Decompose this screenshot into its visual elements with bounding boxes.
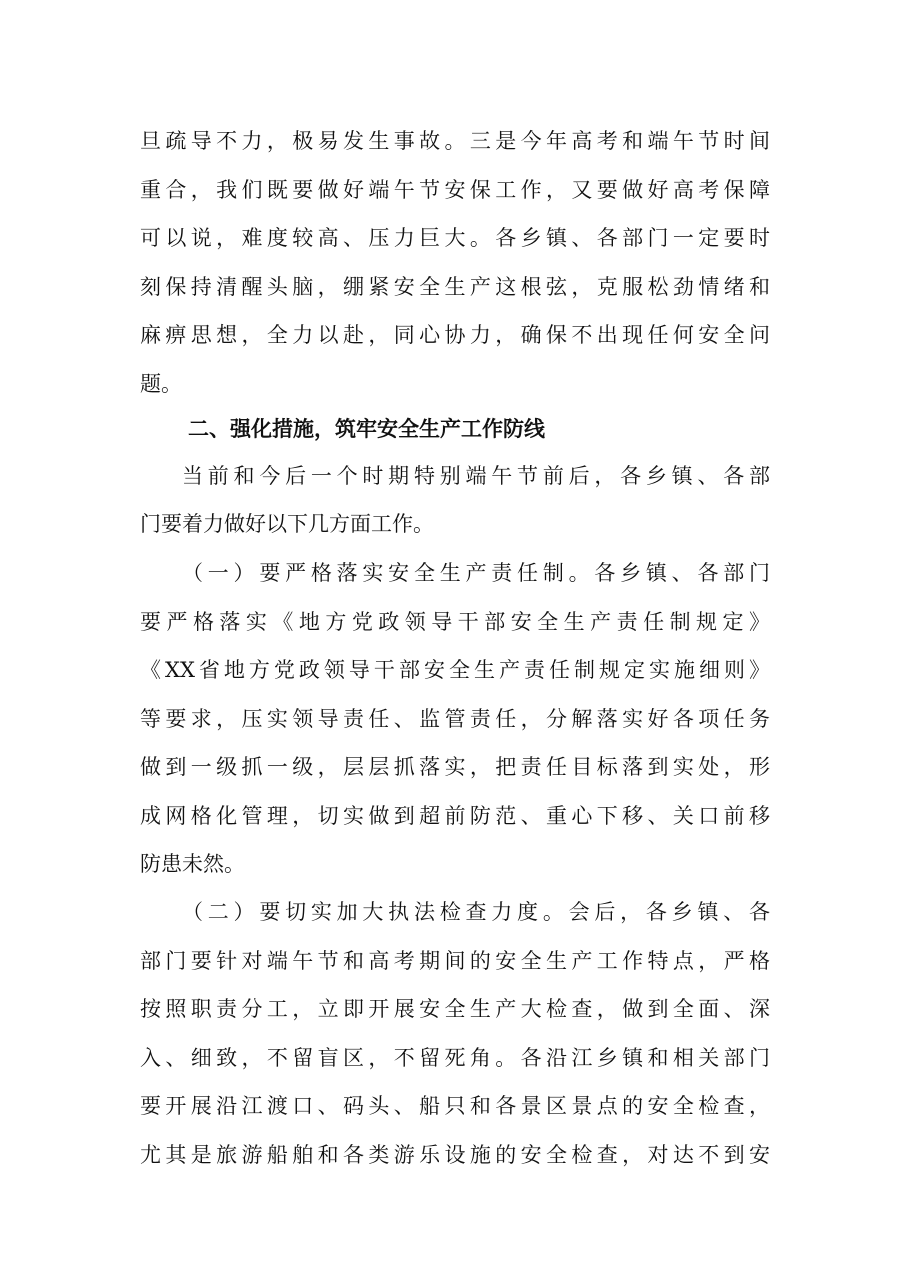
text-line: 按照职责分工，立即开展安全生产大检查，做到全面、深 xyxy=(140,997,770,1021)
text-line: 防患未然。 xyxy=(140,852,245,876)
paragraph-item-1 xyxy=(140,549,770,840)
text-line: 尤其是旅游船舶和各类游乐设施的安全检查，对达不到安 xyxy=(140,1142,770,1167)
text-line: 刻保持清醒头脑，绷紧安全生产这根弦，克服松劲情绪和 xyxy=(140,274,770,299)
paragraph-item-1-end xyxy=(140,840,770,889)
text-line: 门要着力做好以下几方面工作。 xyxy=(140,512,434,536)
text-line: 部门要针对端午节和高考期间的安全生产工作特点，严格 xyxy=(140,948,770,973)
text-line: 要开展沿江渡口、码头、船只和各景区景点的安全检查， xyxy=(140,1094,770,1118)
text-line: 当前和今后一个时期特别端午节前后，各乡镇、各部 xyxy=(182,464,770,488)
paragraph-item-2 xyxy=(140,888,770,1179)
text-line: （一）要严格落实安全生产责任制。各乡镇、各部门 xyxy=(182,561,770,585)
paragraph-continuation-end xyxy=(140,360,770,409)
text-line: 重合，我们既要做好端午节安保工作，又要做好高考保障 xyxy=(140,177,770,202)
text-line: 入、细致，不留盲区，不留死角。各沿江乡镇和相关部门 xyxy=(140,1045,770,1070)
section-heading: 二、强化措施，筑牢安全生产工作防线 xyxy=(188,417,545,441)
paragraph-intro xyxy=(140,452,770,501)
text-line: 成网格化管理，切实做到超前防范、重心下移、关口前移 xyxy=(140,803,770,828)
text-line: 麻痹思想，全力以赴，同心协力，确保不出现任何安全问 xyxy=(140,323,770,347)
paragraph-continuation xyxy=(140,117,770,360)
text-line: 要严格落实《地方党政领导干部安全生产责任制规定》 xyxy=(140,609,770,634)
paragraph-intro-end xyxy=(140,500,770,549)
text-line: 做到一级抓一级，层层抓落实，把责任目标落到实处，形 xyxy=(140,755,770,779)
text-line: （二）要切实加大执法检查力度。会后，各乡镇、各 xyxy=(182,900,770,924)
text-line: 旦疏导不力，极易发生事故。三是今年高考和端午节时间 xyxy=(140,129,770,153)
text-line: 题。 xyxy=(140,372,182,396)
text-line: 等要求，压实领导责任、监管责任，分解落实好各项任务 xyxy=(140,706,770,731)
text-line: 《XX省地方党政领导干部安全生产责任制规定实施细则》 xyxy=(140,658,770,682)
text-line: 可以说，难度较高、压力巨大。各乡镇、各部门一定要时 xyxy=(140,226,770,250)
